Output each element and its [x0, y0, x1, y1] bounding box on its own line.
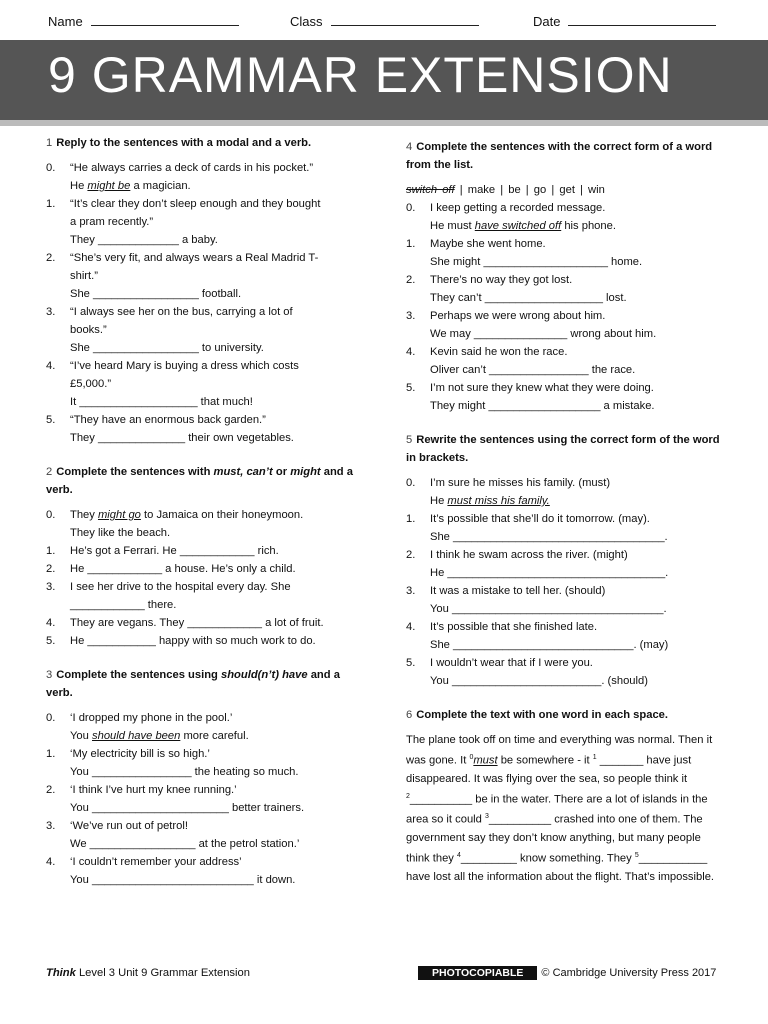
list-item: 5. I wouldn’t wear that if I were you. You ________________________. (should) — [406, 657, 648, 687]
right-column — [406, 138, 726, 886]
exercise-4-title: 4 Complete the sentences with the correct form of a word from the list. — [406, 141, 713, 171]
photocopiable-badge: PHOTOCOPIABLE — [418, 966, 537, 980]
exercise-2-title: 2 Complete the sentences with must, can’t or might and a verb. — [46, 466, 353, 496]
list-item: 1. He’s got a Ferrari. He ____________ rich. — [46, 545, 279, 557]
exercise-6 — [406, 706, 726, 886]
exercise-3-title: 3 Complete the sentences using should(n’t) have and a verb. — [46, 669, 340, 699]
list-item: 0. “He always carries a deck of cards in his pocket.” He might be a magician. — [46, 162, 314, 192]
list-item: 0. They might go to Jamaica on their honeymoon. They like the beach. — [46, 509, 304, 539]
list-item: 5. I’m not sure they knew what they were doing. They might __________________ a mistake. — [406, 382, 655, 412]
list-item: 2. He ____________ a house. He’s only a child. — [46, 563, 296, 575]
list-item: 2. There’s no way they got lost. They can’t ___________________ lost. — [406, 274, 627, 304]
exercise-5 — [406, 431, 726, 690]
exercise-1-title: 1 Reply to the sentences with a modal and a verb. — [46, 137, 312, 149]
exercise-6-title: 6 Complete the text with one word in each space. — [406, 709, 669, 721]
list-item: 0. I’m sure he misses his family. (must) He must miss his family. — [406, 477, 611, 507]
name-label: Name — [48, 14, 83, 29]
list-item: 2. “She’s very fit, and always wears a Real Madrid T- shirt.” She _________________ football. — [46, 252, 319, 300]
title-banner — [0, 40, 768, 120]
list-item: 2. I think he swam across the river. (might) He ___________________________________. — [406, 549, 669, 579]
footer-left: Think Level 3 Unit 9 Grammar Extension — [46, 967, 250, 979]
date-label: Date — [533, 14, 561, 29]
exercise-3 — [46, 666, 366, 889]
gap-fill-text: The plane took off on time and everything was normal. Then it was gone. It $^0$must be somewhere - it $^1$ _______ have just disappeared. It was flying over the sea, so people think it $^2$__________ be in the water. There are a lot of islands in the area so it could $^3$__________ crashed into one of them. The government say they don’t know anything, but many people think they $^4$_________ know something. They $^5$___________ have lost all the information about the flight. That’s impossible. — [406, 734, 715, 883]
copyright: © Cambridge University Press 2017 — [541, 967, 717, 979]
list-item: 0. ‘I dropped my phone in the pool.’ You should have been more careful. — [46, 712, 249, 742]
list-item: 3. I see her drive to the hospital every day. She ____________ there. — [46, 581, 291, 611]
list-item: 4. ‘I couldn’t remember your address’ You __________________________ it down. — [46, 856, 296, 886]
exercise-1 — [46, 134, 366, 447]
list-item: 4. They are vegans. They ____________ a lot of fruit. — [46, 617, 324, 629]
exercise-2 — [46, 463, 366, 650]
exercise-4 — [406, 138, 726, 415]
banner-strip — [0, 120, 768, 126]
list-item: 1. “It’s clear they don’t sleep enough and they bought a pram recently.” They _____________ a baby. — [46, 198, 321, 246]
word-list: switch off | make | be | go | get | win — [406, 184, 605, 196]
class-label: Class — [290, 14, 323, 29]
list-item: 1. Maybe she went home. She might ____________________ home. — [406, 238, 643, 268]
list-item: 4. “I’ve heard Mary is buying a dress which costs £5,000.” It ___________________ that much! — [46, 360, 299, 408]
exercise-5-title: 5 Rewrite the sentences using the correct form of the word in brackets. — [406, 434, 720, 464]
class-field[interactable] — [290, 14, 479, 29]
date-line[interactable] — [568, 14, 716, 26]
name-field[interactable] — [48, 14, 239, 29]
list-item: 0. I keep getting a recorded message. He must have switched off his phone. — [406, 202, 616, 232]
list-item: 4. It’s possible that she finished late. She _____________________________. (may) — [406, 621, 669, 651]
left-column — [46, 134, 366, 889]
date-field[interactable] — [533, 14, 716, 29]
name-line[interactable] — [91, 14, 239, 26]
header-fields — [48, 14, 728, 34]
list-item: 5. “They have an enormous back garden.” They ______________ their own vegetables. — [46, 414, 294, 444]
class-line[interactable] — [331, 14, 479, 26]
list-item: 3. It was a mistake to tell her. (should) You __________________________________. — [406, 585, 667, 615]
list-item: 5. He ___________ happy with so much work to do. — [46, 635, 316, 647]
list-item: 4. Kevin said he won the race. Oliver can’t ________________ the race. — [406, 346, 636, 376]
page-title: 9 GRAMMAR EXTENSION — [48, 47, 673, 103]
list-item: 3. Perhaps we were wrong about him. We may _______________ wrong about him. — [406, 310, 657, 340]
list-item: 1. It’s possible that she’ll do it tomorrow. (may). She __________________________________. — [406, 513, 668, 543]
list-item: 3. ‘We’ve run out of petrol! We _________________ at the petrol station.’ — [46, 820, 300, 850]
list-item: 2. ‘I think I’ve hurt my knee running.’ You ______________________ better trainers. — [46, 784, 305, 814]
list-item: 1. ‘My electricity bill is so high.’ You ________________ the heating so much. — [46, 748, 299, 778]
list-item: 3. “I always see her on the bus, carrying a lot of books.” She _________________ to university. — [46, 306, 293, 354]
footer-right — [418, 967, 716, 979]
